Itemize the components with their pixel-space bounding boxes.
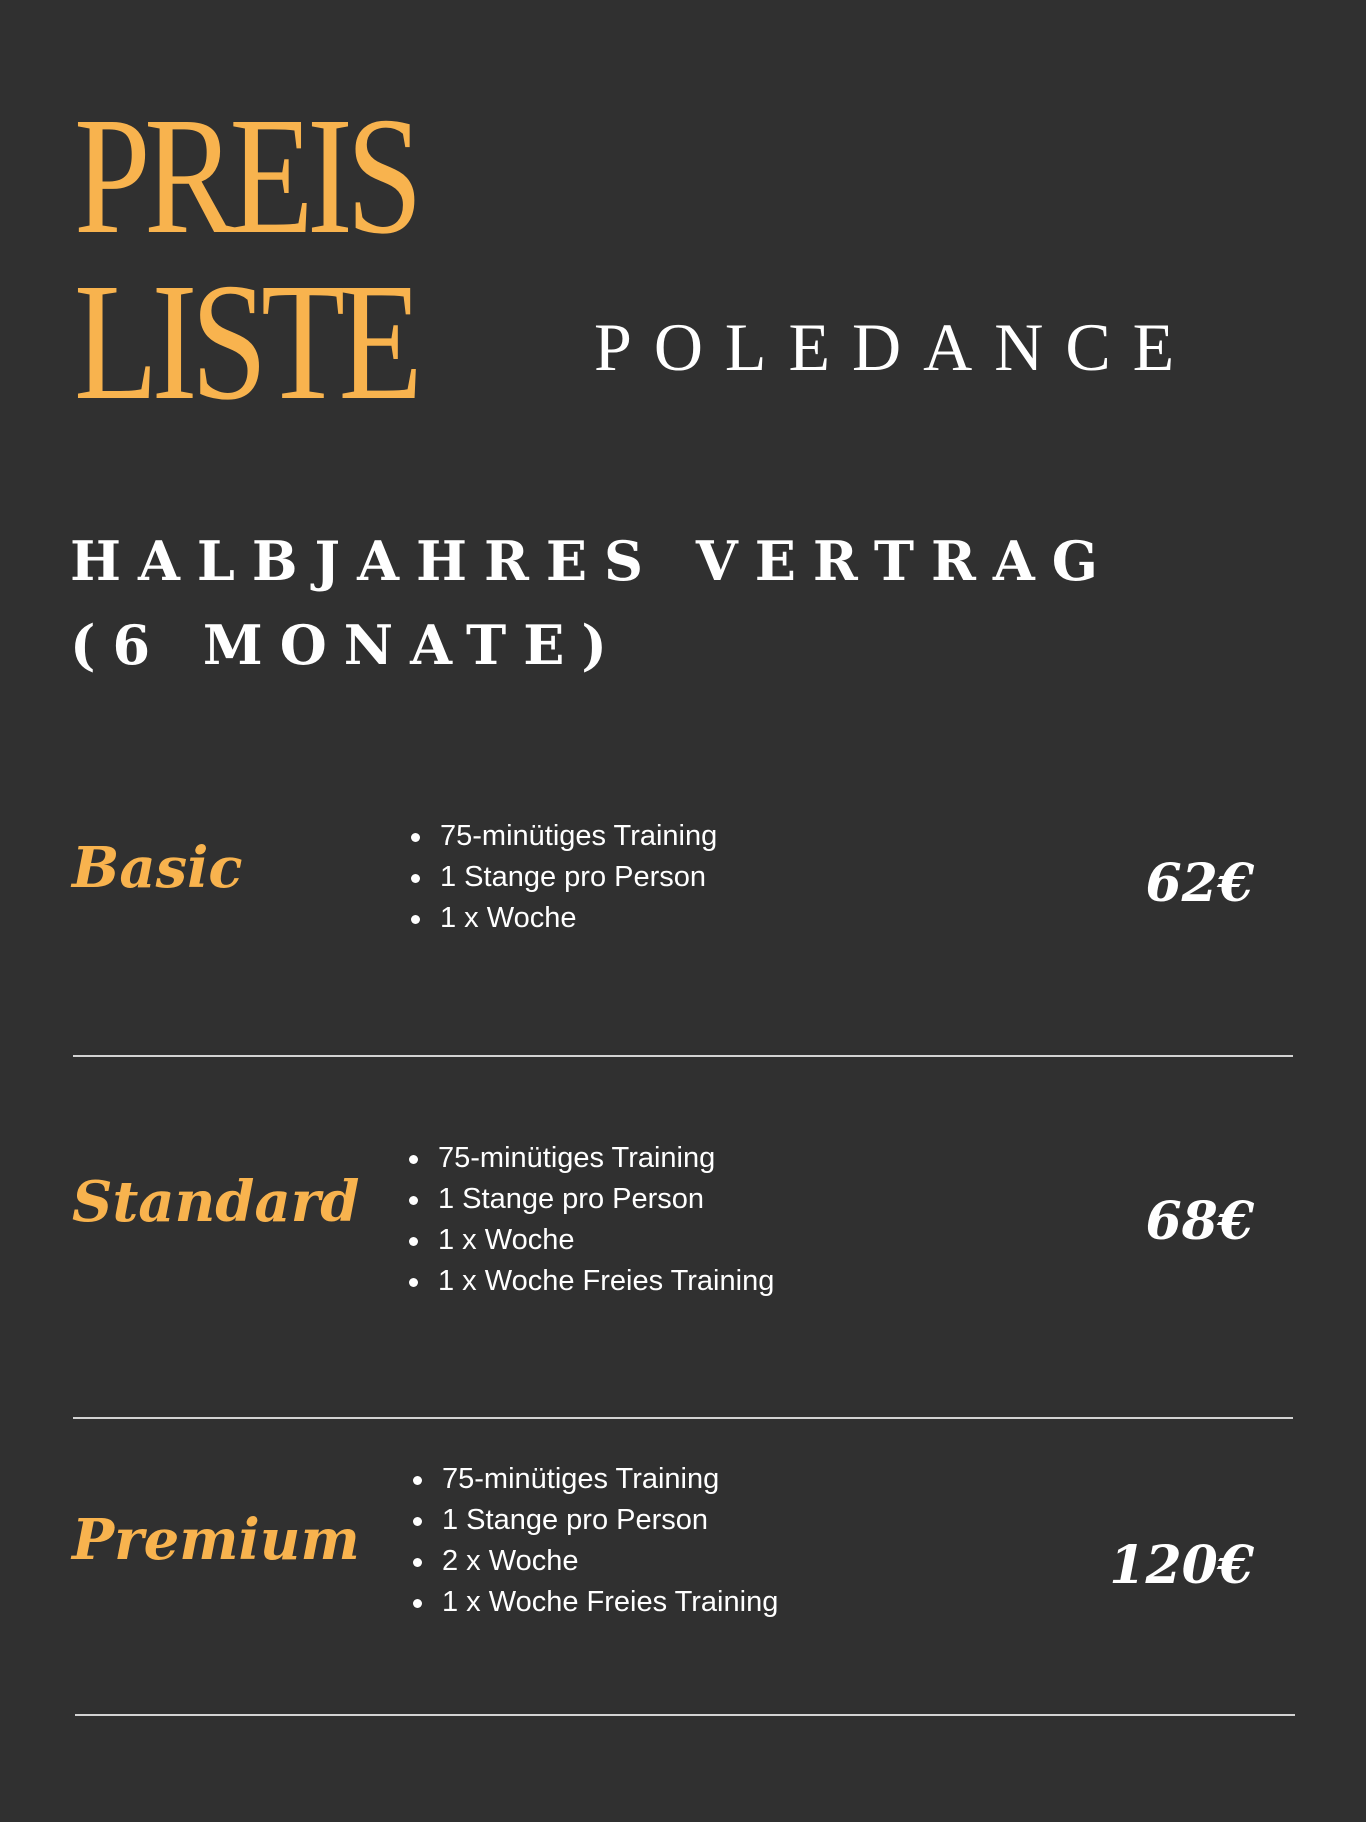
divider <box>73 1055 1293 1057</box>
plan-price: 120€ <box>1109 1535 1254 1596</box>
plan-price: 68€ <box>1145 1191 1254 1252</box>
feature-item: 75-minütiges Training <box>408 816 717 857</box>
feature-item: 1 x Woche Freies Training <box>410 1582 778 1623</box>
contract-heading: HALBJAHRES VERTRAG <box>70 529 1115 593</box>
title-line-preis: PREIS <box>74 83 417 269</box>
plan-name: Standard <box>72 1169 360 1235</box>
plan-name: Basic <box>72 835 243 901</box>
contract-duration: (6 MONATE) <box>70 613 624 677</box>
plan-price: 62€ <box>1145 853 1254 914</box>
divider <box>73 1417 1293 1419</box>
feature-list <box>408 816 717 939</box>
feature-item: 1 Stange pro Person <box>406 1179 774 1220</box>
feature-item: 1 x Woche Freies Training <box>406 1261 774 1302</box>
feature-item: 75-minütiges Training <box>410 1459 778 1500</box>
feature-item: 1 Stange pro Person <box>410 1500 778 1541</box>
feature-list <box>406 1138 774 1302</box>
feature-item: 1 x Woche <box>406 1220 774 1261</box>
divider <box>75 1714 1295 1716</box>
feature-item: 75-minütiges Training <box>406 1138 774 1179</box>
subtitle-poledance: POLEDANCE <box>594 309 1197 385</box>
feature-item: 2 x Woche <box>410 1541 778 1582</box>
feature-list <box>410 1459 778 1623</box>
feature-item: 1 x Woche <box>408 898 717 939</box>
title-line-liste: LISTE <box>74 249 417 435</box>
plan-name: Premium <box>72 1507 360 1573</box>
feature-item: 1 Stange pro Person <box>408 857 717 898</box>
